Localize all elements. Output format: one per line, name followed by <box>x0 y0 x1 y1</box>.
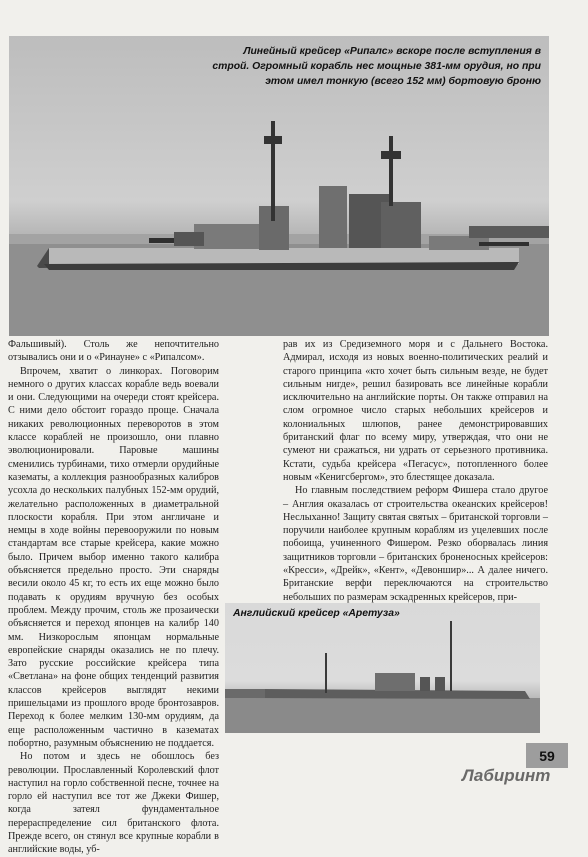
watermark-logo: Лабиринт <box>462 766 551 785</box>
paragraph: Но главным последствием реформ Фишера стало другое – Англия оказалась от строительства океанских крейсеров! Неслыханно! Защиту святая святых – британской торговли – поручили наиболее крупным кораблям из уцелевших после побоища, учиненного Фишером. Резко оборвалась линия защитников торговли – британских броненосных крейсеров: «Кресси», «Дрейк», «Кент», «Девоншир»... А далее ничего. Британские верфи переключаются на строительство небольших по размерам эскадренных крейсеров, при- <box>283 485 548 603</box>
paragraph: Но потом и здесь не обошлось без революции. Прославленный Королевский флот наступил на горло собственной песне, точнее на горло ей наступил все тот же Джеки Фишер, когда затеял фундаментальное перераспределение сил британского флота. Прежде всего, он стянул все крупные корабли в английские воды, уб- <box>8 751 219 856</box>
page-number: 59 <box>526 743 568 768</box>
photo-caption-top: Линейный крейсер «Рипалс» вскоре после вступления в строй. Огромный корабль нес мощные 381-мм орудия, но при этом имел тонкую (всего 152 мм) бортовую броню <box>212 46 541 87</box>
text-column-right <box>283 338 548 604</box>
text-column-left <box>8 338 219 857</box>
photo-arethusa <box>225 603 540 733</box>
paragraph: рав их из Средиземного моря и с Дальнего Востока. Адмирал, исходя из новых военно-политических реалий и старого принципа «кто хочет быть сильным везде, не будет сильным нигде», решил базировать все линейные корабли исключительно на английские порты. Он также отправил на слом огромное число старых небольших крейсеров и колониальных шлюпов, ранее демонстрировавших британский флаг по всему миру, утверждая, что они не сумеют ни сражаться, ни удрать от серьезного противника. Кстати, судьба крейсера «Пегасус», потопленного более новым «Кенигсбергом», это блестящее доказала. <box>283 339 548 483</box>
photo-repulse <box>9 36 549 336</box>
photo-caption-bottom: Английский крейсер «Аретуза» <box>233 608 400 619</box>
paragraph: Фальшивый). Столь же непочтительно отзывались они и о «Ринауне» с «Рипалсом». <box>8 339 219 364</box>
cruiser-illustration <box>225 603 540 733</box>
paragraph: Впрочем, хватит о линкорах. Поговорим немного о других классах корабле ведь воевали и они. Следующими на очереди стоят крейсера. С ними дело обстоит гораздо проще. Сначала никаких революционных переворотов в этом классе кораблей не произошло, они плавно эволюционировали. Паровые машины сменились турбинами, тихо отмерли орудийные казематы, а коллекция разнообразных калибров усохла до нескольких палубных 152-мм орудий, желательно расположенных в диаметральной плоскости корабля. При этом англичане и немцы в ходе войны перевооружили по новым стандартам все старые крейсера, какие можно было. Причем выбор именно такого калибра объясняется предельно просто. Эти снаряды весили около 45 кг, то есть их еще можно было подавать к орудиям вручную без особых проблем. Между прочим, столь же прозаически объясняется и переход японцев на калибр 140 мм. Низкорослым японцам нормальные европейские снаряды оказались не по плечу. Зато русские российские крейсера типа «Светлана» на фоне общих тенденций развития классов крейсеров выглядят некими пришельцами из прошлого вроде бронтозавров. Переход к более мелким 130-мм орудиям, да еще расположенным частично в казематах побортно, разумным объяснению не поддается. <box>8 365 219 749</box>
